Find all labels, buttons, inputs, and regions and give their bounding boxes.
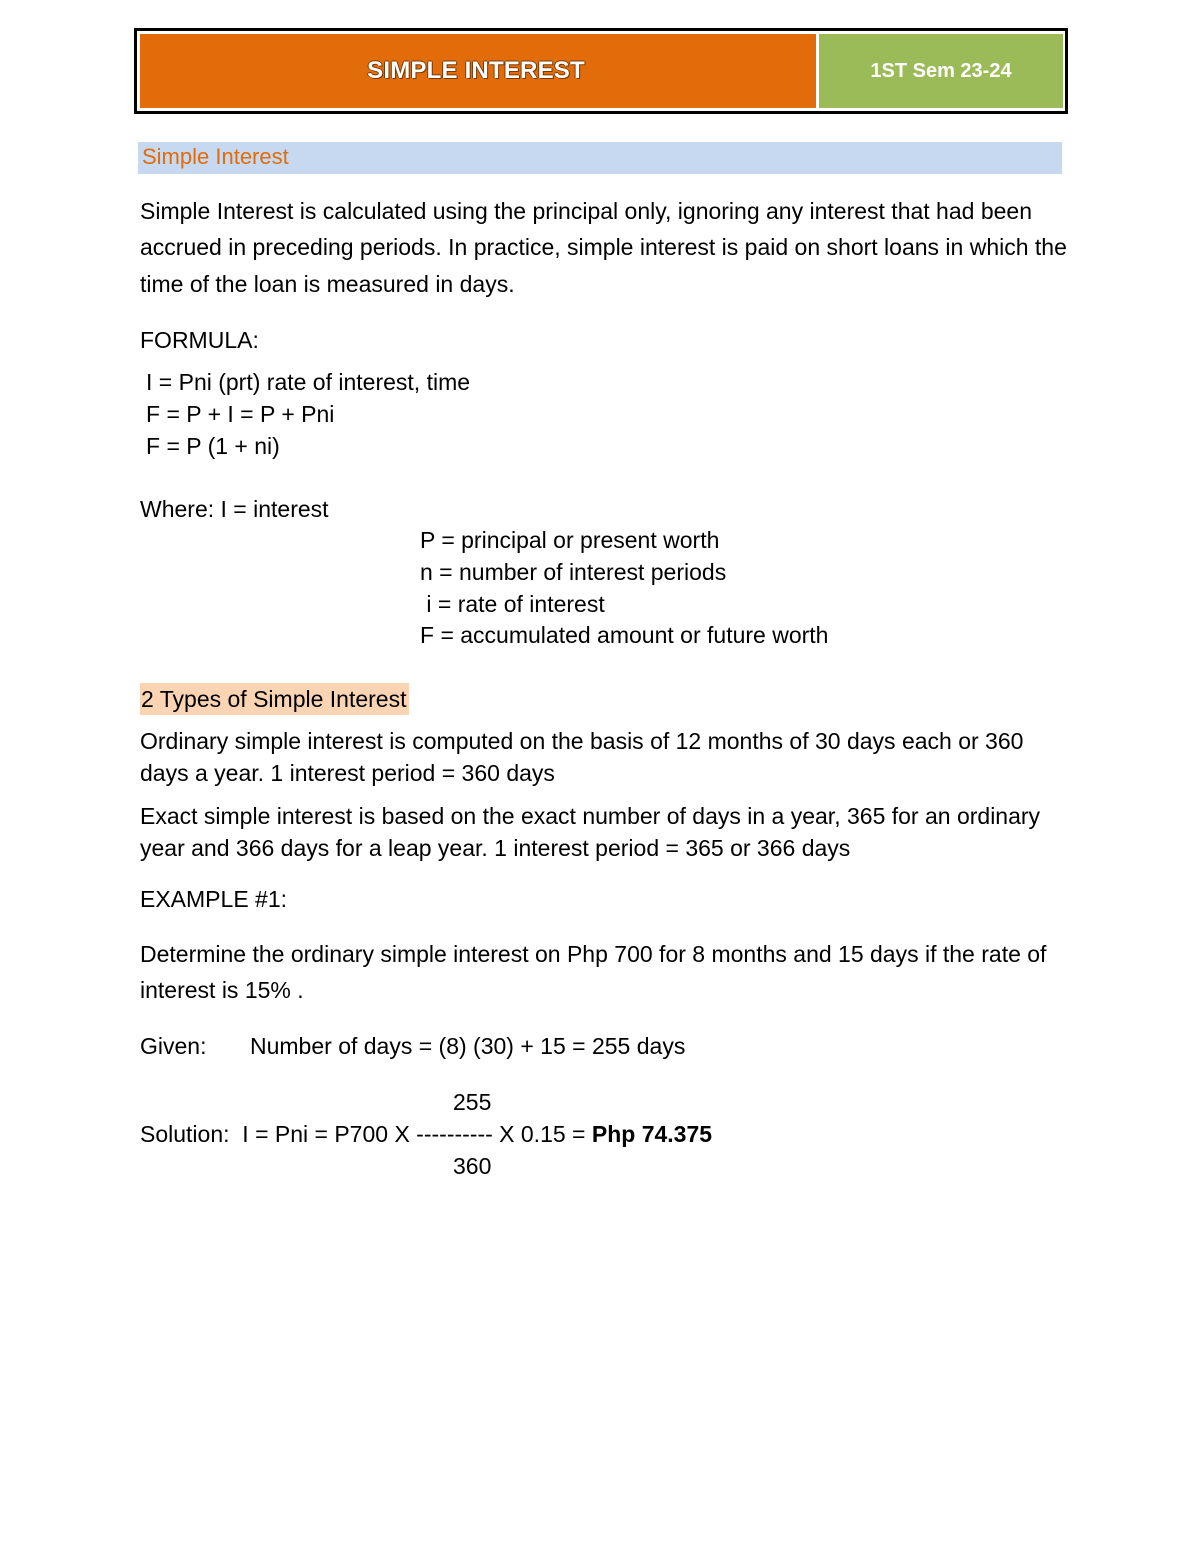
formula-line: F = P + I = P + Pni <box>146 401 335 427</box>
exact-line: year and 366 days for a leap year. 1 interest period = 365 or 366 days <box>140 835 851 861</box>
where-first-line: Where: I = interest <box>140 496 329 522</box>
intro-line: Simple Interest is calculated using the principal only, ignoring any interest that had been <box>140 198 1032 224</box>
solution-line <box>140 1119 712 1149</box>
example-problem-line: interest is 15% . <box>140 977 304 1003</box>
fraction-numerator: 255 <box>453 1089 492 1115</box>
ordinary-line: Ordinary simple interest is computed on the basis of 12 months of 30 days each or 360 <box>140 728 1024 754</box>
solution-answer: Php 74.375 <box>591 1121 713 1147</box>
document-header <box>134 28 1068 114</box>
definition-line: F = accumulated amount or future worth <box>420 622 829 648</box>
header-semester: 1ST Sem 23-24 <box>870 59 1012 82</box>
formula-line: F = P (1 + ni) <box>146 433 280 459</box>
intro-line: time of the loan is measured in days. <box>140 271 515 297</box>
ordinary-line: days a year. 1 interest period = 360 days <box>140 760 555 786</box>
given-text: Number of days = (8) (30) + 15 = 255 days <box>250 1033 686 1059</box>
types-heading: 2 Types of Simple Interest <box>140 683 409 715</box>
solution-text: Solution: I = Pni = P700 X ---------- X 0.15 = <box>140 1121 592 1147</box>
header-title-cell <box>140 34 816 108</box>
definition-line: n = number of interest periods <box>420 559 727 585</box>
exact-line: Exact simple interest is based on the exact number of days in a year, 365 for an ordinary <box>140 803 1041 829</box>
header-semester-cell <box>819 34 1063 108</box>
example-label: EXAMPLE #1: <box>140 886 288 912</box>
section-heading: Simple Interest <box>142 144 289 169</box>
fraction-denominator: 360 <box>453 1153 492 1179</box>
intro-line: accrued in preceding periods. In practice, simple interest is paid on short loans in which the <box>140 234 1067 260</box>
definition-line: i = rate of interest <box>420 591 605 617</box>
formula-label: FORMULA: <box>140 327 259 353</box>
header-title: SIMPLE INTEREST <box>367 57 585 84</box>
definition-line: P = principal or present worth <box>420 527 720 553</box>
formula-line: I = Pni (prt) rate of interest, time <box>146 369 471 395</box>
given-label: Given: <box>140 1033 207 1059</box>
example-problem-line: Determine the ordinary simple interest on Php 700 for 8 months and 15 days if the rate of <box>140 941 1047 967</box>
